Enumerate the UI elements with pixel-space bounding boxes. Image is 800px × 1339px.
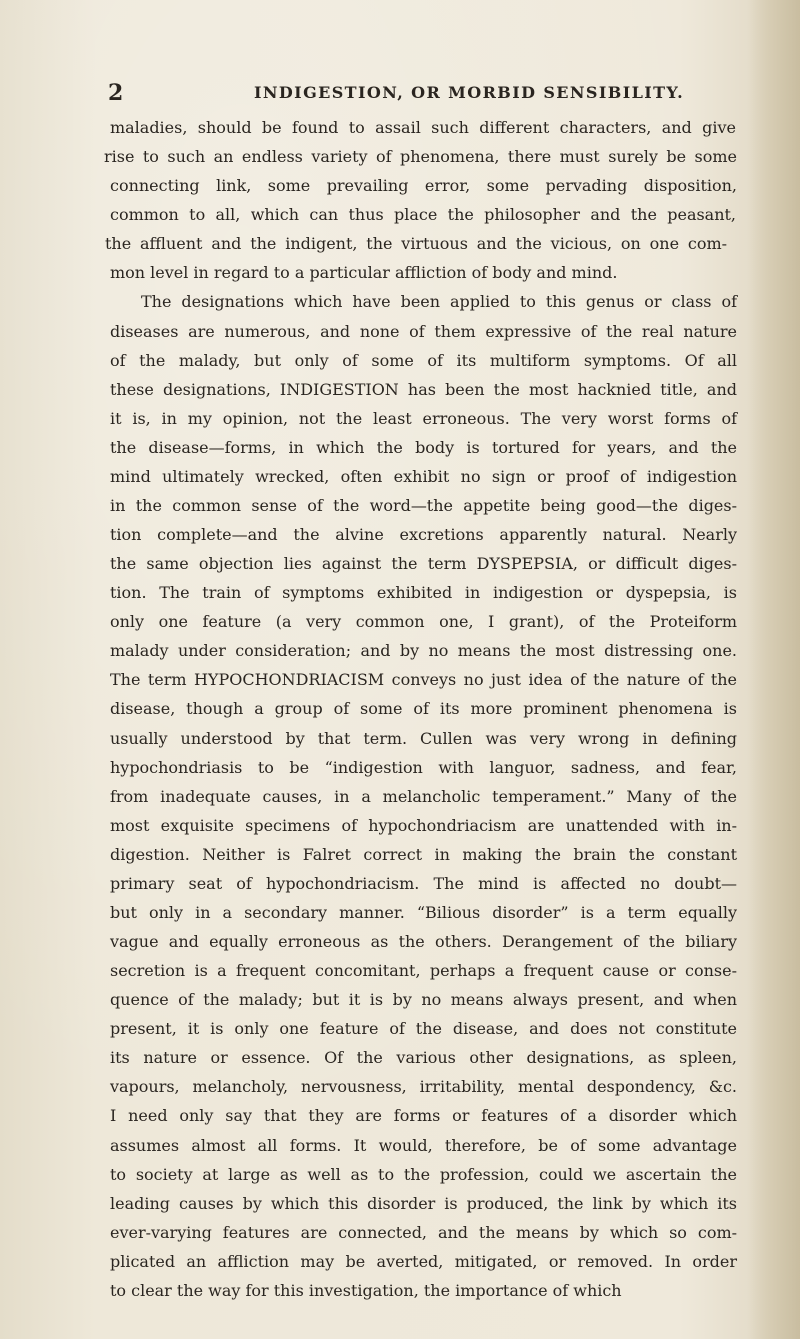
text-line: to clear the way for this investigation, the importance of which — [110, 1280, 622, 1300]
text-line: hypochondriasis to be “indigestion with languor, sadness, and fear, — [110, 757, 737, 777]
text-line: the disease—forms, in which the body is tortured for years, and the — [110, 437, 737, 457]
text-line: diseases are numerous, and none of them expressive of the real nature — [110, 321, 737, 341]
text-line: connecting link, some prevailing error, some pervading disposition, — [110, 176, 737, 196]
text-line: most exquisite specimens of hypochondriacism are unattended with in- — [110, 815, 737, 835]
text-line: The term HYPOCHONDRIACISM conveys no just idea of the nature of the — [110, 670, 737, 690]
text-line: assumes almost all forms. It would, therefore, be of some advantage — [110, 1135, 737, 1155]
text-line: from inadequate causes, in a melancholic temperament.” Many of the — [110, 786, 737, 806]
running-title: INDIGESTION, OR MORBID SENSIBILITY. — [254, 83, 685, 102]
text-line: present, it is only one feature of the disease, and does not constitute — [110, 1019, 737, 1039]
text-line: mind ultimately wrecked, often exhibit no sign or proof of indigestion — [110, 466, 737, 486]
text-line: these designations, INDIGESTION has been the most hacknied title, and — [110, 379, 737, 399]
text-line: plicated an affliction may be averted, mitigated, or removed. In order — [110, 1251, 737, 1271]
text-line: malady under consideration; and by no means the most distressing one. — [110, 641, 737, 661]
text-line: in the common sense of the word—the appetite being good—the diges- — [110, 495, 737, 515]
text-line: common to all, which can thus place the philosopher and the peasant, — [110, 205, 736, 225]
text-line: I need only say that they are forms or features of a disorder which — [110, 1106, 737, 1126]
text-line: vague and equally erroneous as the others. Derangement of the biliary — [110, 932, 737, 952]
text-line: vapours, melancholy, nervousness, irritability, mental despondency, &c. — [110, 1077, 737, 1097]
text-line: leading causes by which this disorder is produced, the link by which its — [110, 1193, 737, 1213]
text-line: primary seat of hypochondriacism. The mind is affected no doubt— — [110, 873, 737, 893]
text-line: to society at large as well as to the profession, could we ascertain the — [110, 1164, 737, 1184]
text-line: tion. The train of symptoms exhibited in indigestion or dyspepsia, is — [110, 583, 737, 603]
text-line: secretion is a frequent concomitant, perhaps a frequent cause or conse- — [110, 961, 737, 981]
page-number: 2 — [108, 80, 124, 106]
text-line: rise to such an endless variety of phenomena, there must surely be some — [104, 147, 737, 167]
text-line: ever-varying features are connected, and the means by which so com- — [110, 1222, 737, 1242]
text-line: the affluent and the indigent, the virtuous and the vicious, on one com- — [105, 234, 727, 254]
text-line: only one feature (a very common one, I grant), of the Proteiform — [110, 612, 737, 632]
text-line: but only in a secondary manner. “Bilious disorder” is a term equally — [110, 902, 737, 922]
text-line: usually understood by that term. Cullen was very wrong in defining — [110, 728, 737, 748]
text-line: mon level in regard to a particular affliction of body and mind. — [110, 263, 618, 283]
text-line: maladies, should be found to assail such different characters, and give — [110, 118, 736, 137]
running-header — [108, 80, 748, 110]
text-line: The designations which have been applied to this genus or class of — [141, 292, 737, 312]
text-line: its nature or essence. Of the various other designations, as spleen, — [110, 1048, 737, 1068]
page-edge-shadow — [748, 0, 800, 1339]
text-line: the same objection lies against the term DYSPEPSIA, or difficult diges- — [110, 554, 737, 574]
text-line: tion complete—and the alvine excretions apparently natural. Nearly — [110, 525, 737, 545]
text-line: quence of the malady; but it is by no means always present, and when — [110, 990, 737, 1010]
text-line: it is, in my opinion, not the least erroneous. The very worst forms of — [110, 408, 737, 428]
text-line: disease, though a group of some of its more prominent phenomena is — [110, 699, 737, 719]
text-line: digestion. Neither is Falret correct in making the brain the constant — [110, 844, 737, 864]
text-line: of the malady, but only of some of its multiform symptoms. Of all — [110, 350, 737, 370]
